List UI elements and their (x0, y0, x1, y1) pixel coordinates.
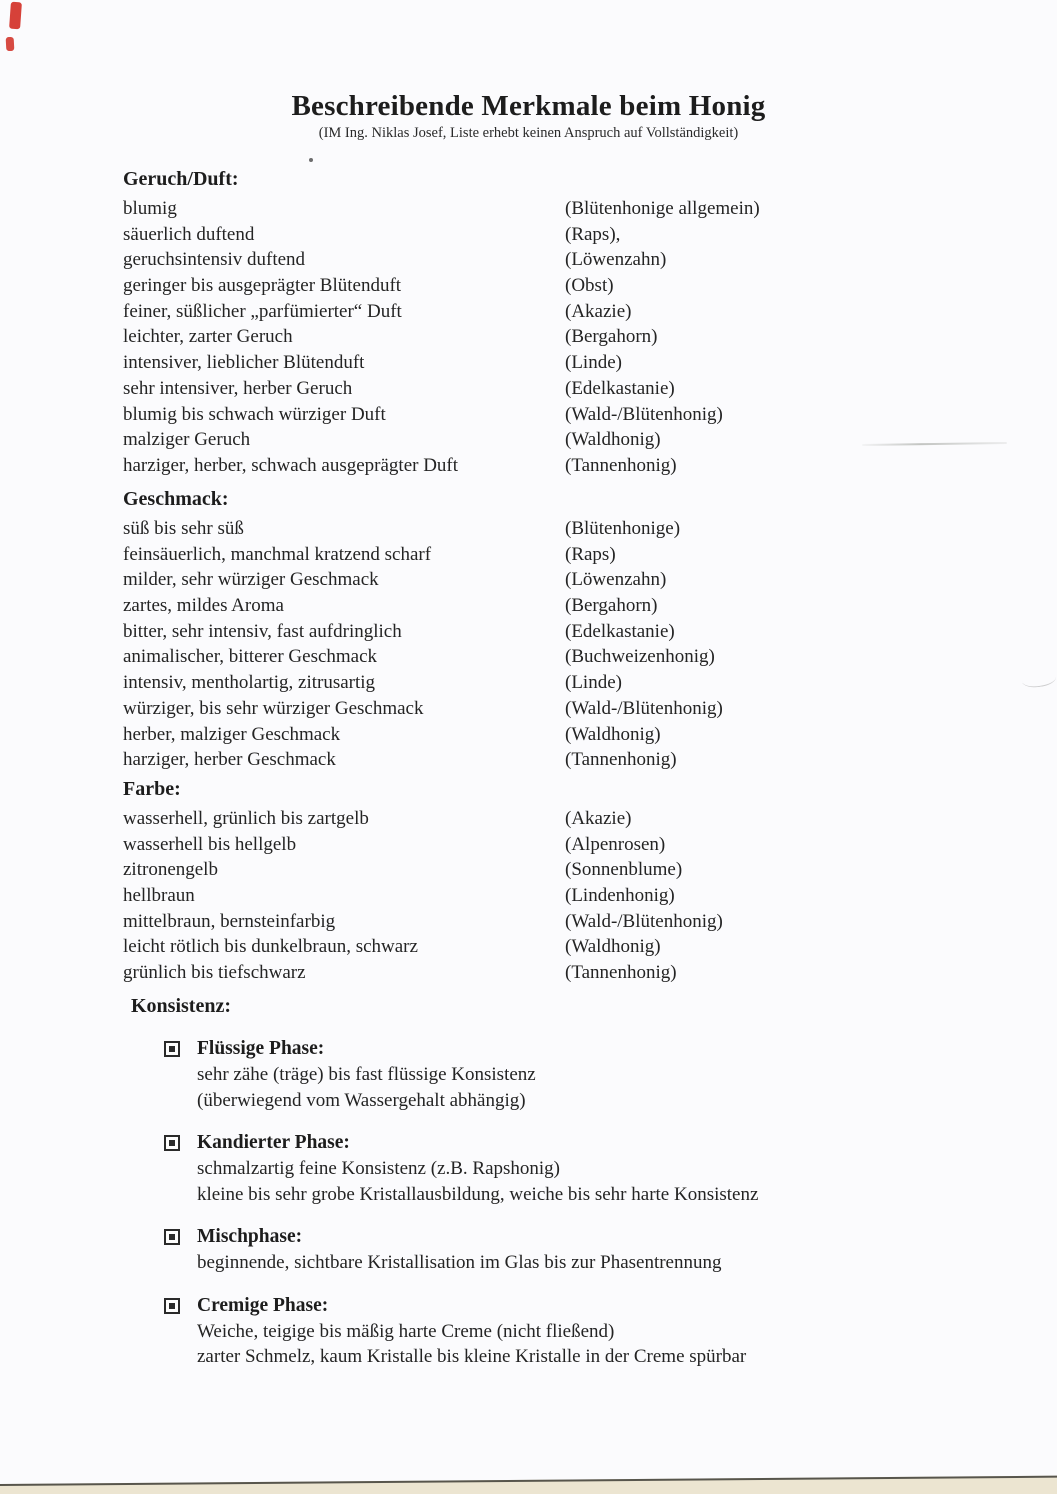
attribute-text: malziger Geruch (123, 429, 251, 451)
attribute-text: hellbraun (123, 885, 195, 907)
phase-item (197, 1224, 1011, 1276)
attribute-text: animalischer, bitterer Geschmack (123, 646, 378, 668)
attribute-text: harziger, herber Geschmack (123, 749, 336, 771)
attribute-row (123, 960, 1003, 986)
honey-type: (Edelkastanie) (565, 377, 675, 399)
honey-type: (Waldhonig) (565, 429, 661, 451)
honey-type: (Blütenhonige) (565, 518, 681, 539)
phase-item (197, 1293, 1011, 1370)
attribute-text: zitronengelb (123, 859, 218, 881)
page-subtitle: (IM Ing. Niklas Josef, Liste erhebt keinen Anspruch auf Vollständigkeit) (318, 125, 739, 141)
honey-type: (Akazie) (565, 808, 632, 829)
title-block (0, 90, 1057, 142)
honey-type: (Tannenhonig) (565, 962, 677, 984)
attribute-row (123, 324, 1003, 350)
attribute-text: mittelbraun, bernsteinfarbig (123, 910, 336, 932)
attribute-row (123, 722, 1003, 748)
square-bullet-icon (164, 1041, 180, 1057)
honey-type: (Wald-/Blütenhonig) (565, 910, 723, 932)
phase-description: beginnende, sichtbare Kristallisation im Glas bis zur Phasentrennung (197, 1252, 722, 1273)
honey-type: (Linde) (565, 352, 622, 374)
honey-type: (Wald-/Blütenhonig) (565, 403, 723, 425)
attribute-row (123, 909, 1003, 935)
attribute-row (123, 619, 1003, 645)
square-bullet-icon (164, 1135, 180, 1151)
attribute-text: geringer bis ausgeprägter Blütenduft (123, 275, 402, 297)
attribute-row (123, 376, 1003, 402)
attribute-text: wasserhell bis hellgelb (123, 833, 297, 855)
phase-title: Cremige Phase: (197, 1294, 329, 1316)
honey-type: (Buchweizenhonig) (565, 646, 715, 668)
attribute-text: würziger, bis sehr würziger Geschmack (123, 697, 424, 719)
phase-description: Weiche, teigige bis mäßig harte Creme (nicht fließend) (197, 1320, 615, 1342)
attribute-row (123, 247, 1003, 273)
honey-type: (Löwenzahn) (565, 249, 667, 271)
honey-type: (Tannenhonig) (565, 749, 677, 771)
attribute-text: leicht rötlich bis dunkelbraun, schwarz (123, 936, 418, 958)
page-title: Beschreibende Merkmale beim Honig (291, 90, 766, 122)
attribute-row (123, 883, 1003, 909)
attribute-row (123, 516, 1003, 542)
phase-description: zarter Schmelz, kaum Kristalle bis kleine Kristalle in der Creme spürbar (197, 1346, 747, 1367)
honey-type: (Raps) (565, 543, 616, 565)
honey-type: (Bergahorn) (565, 326, 658, 348)
square-bullet-icon (164, 1298, 180, 1314)
attribute-row (123, 402, 1003, 428)
honey-type: (Edelkastanie) (565, 620, 675, 642)
attribute-text: feinsäuerlich, manchmal kratzend scharf (123, 543, 432, 565)
attribute-row (123, 806, 1003, 832)
attribute-text: grünlich bis tiefschwarz (123, 962, 306, 984)
phase-item (197, 1130, 1011, 1207)
attribute-text: bitter, sehr intensiv, fast aufdringlich (123, 620, 402, 642)
honey-type: (Blütenhonige allgemein) (565, 198, 760, 219)
honey-type: (Sonnenblume) (565, 859, 683, 881)
honey-type: (Waldhonig) (565, 936, 661, 958)
attribute-row (123, 670, 1003, 696)
phase-item (197, 1036, 1011, 1113)
phase-description: kleine bis sehr grobe Kristallausbildung, weiche bis sehr harte Konsistenz (197, 1183, 759, 1205)
attribute-text: intensiver, lieblicher Blütenduft (123, 352, 365, 374)
section-heading: Farbe: (123, 778, 181, 800)
section-heading: Konsistenz: (131, 995, 231, 1017)
attribute-text: säuerlich duftend (123, 223, 255, 245)
honey-type: (Lindenhonig) (565, 885, 675, 907)
attribute-row (123, 832, 1003, 858)
attribute-text: herber, malziger Geschmack (123, 723, 341, 745)
phase-title: Kandierter Phase: (197, 1132, 350, 1153)
honey-type: (Alpenrosen) (565, 833, 666, 855)
attribute-text: wasserhell, grünlich bis zartgelb (123, 808, 369, 829)
attribute-text: geruchsintensiv duftend (123, 249, 306, 271)
attribute-row (123, 299, 1003, 325)
attribute-rows (123, 806, 1003, 986)
attribute-text: harziger, herber, schwach ausgeprägter Duft (123, 454, 459, 476)
phase-title: Flüssige Phase: (197, 1038, 325, 1059)
attribute-rows (123, 196, 1003, 479)
section-heading: Geruch/Duft: (123, 168, 239, 190)
honey-type: (Linde) (565, 672, 622, 694)
phase-description: sehr zähe (träge) bis fast flüssige Konsistenz (197, 1064, 536, 1085)
honey-type: (Löwenzahn) (565, 569, 667, 591)
ink-speck (309, 158, 313, 162)
attribute-row (123, 857, 1003, 883)
attribute-text: feiner, süßlicher „parfümierter“ Duft (123, 300, 402, 322)
attribute-rows (123, 516, 1003, 773)
konsistenz-items (197, 1036, 1011, 1370)
attribute-row (123, 593, 1003, 619)
section-heading: Geschmack: (123, 488, 229, 510)
honey-type: (Akazie) (565, 300, 632, 322)
honey-type: (Obst) (565, 275, 614, 297)
phase-title: Mischphase: (197, 1226, 303, 1247)
attribute-row (123, 453, 1003, 479)
section-geschmack (123, 488, 1003, 773)
attribute-text: süß bis sehr süß (123, 518, 244, 539)
section-farbe (123, 778, 1003, 986)
square-bullet-icon (164, 1229, 180, 1245)
honey-type: (Waldhonig) (565, 723, 661, 745)
section-konsistenz (131, 993, 1011, 1370)
red-pen-mark (6, 37, 15, 51)
attribute-text: blumig (123, 198, 177, 219)
attribute-text: intensiv, mentholartig, zitrusartig (123, 672, 376, 694)
red-pen-mark (9, 2, 22, 30)
attribute-row (123, 222, 1003, 248)
attribute-text: milder, sehr würziger Geschmack (123, 569, 379, 591)
honey-type: (Tannenhonig) (565, 454, 677, 476)
paper-bottom-edge (0, 1476, 1057, 1494)
attribute-row (123, 934, 1003, 960)
phase-description: schmalzartig feine Konsistenz (z.B. Rapshonig) (197, 1158, 561, 1179)
attribute-row (123, 644, 1003, 670)
attribute-row (123, 747, 1003, 773)
attribute-row (123, 196, 1003, 222)
scan-squiggle-mark (1021, 670, 1057, 690)
honey-type: (Bergahorn) (565, 595, 658, 617)
honey-type: (Raps), (565, 223, 621, 245)
attribute-text: zartes, mildes Aroma (123, 595, 284, 617)
attribute-text: leichter, zarter Geruch (123, 326, 293, 348)
attribute-row (123, 427, 1003, 453)
attribute-row (123, 696, 1003, 722)
section-geruch-duft (123, 168, 1003, 479)
honey-type: (Wald-/Blütenhonig) (565, 697, 723, 719)
attribute-text: sehr intensiver, herber Geruch (123, 377, 353, 399)
phase-description: (überwiegend vom Wassergehalt abhängig) (197, 1089, 526, 1111)
attribute-row (123, 273, 1003, 299)
attribute-row (123, 350, 1003, 376)
attribute-text: blumig bis schwach würziger Duft (123, 403, 386, 425)
attribute-row (123, 542, 1003, 568)
attribute-row (123, 567, 1003, 593)
